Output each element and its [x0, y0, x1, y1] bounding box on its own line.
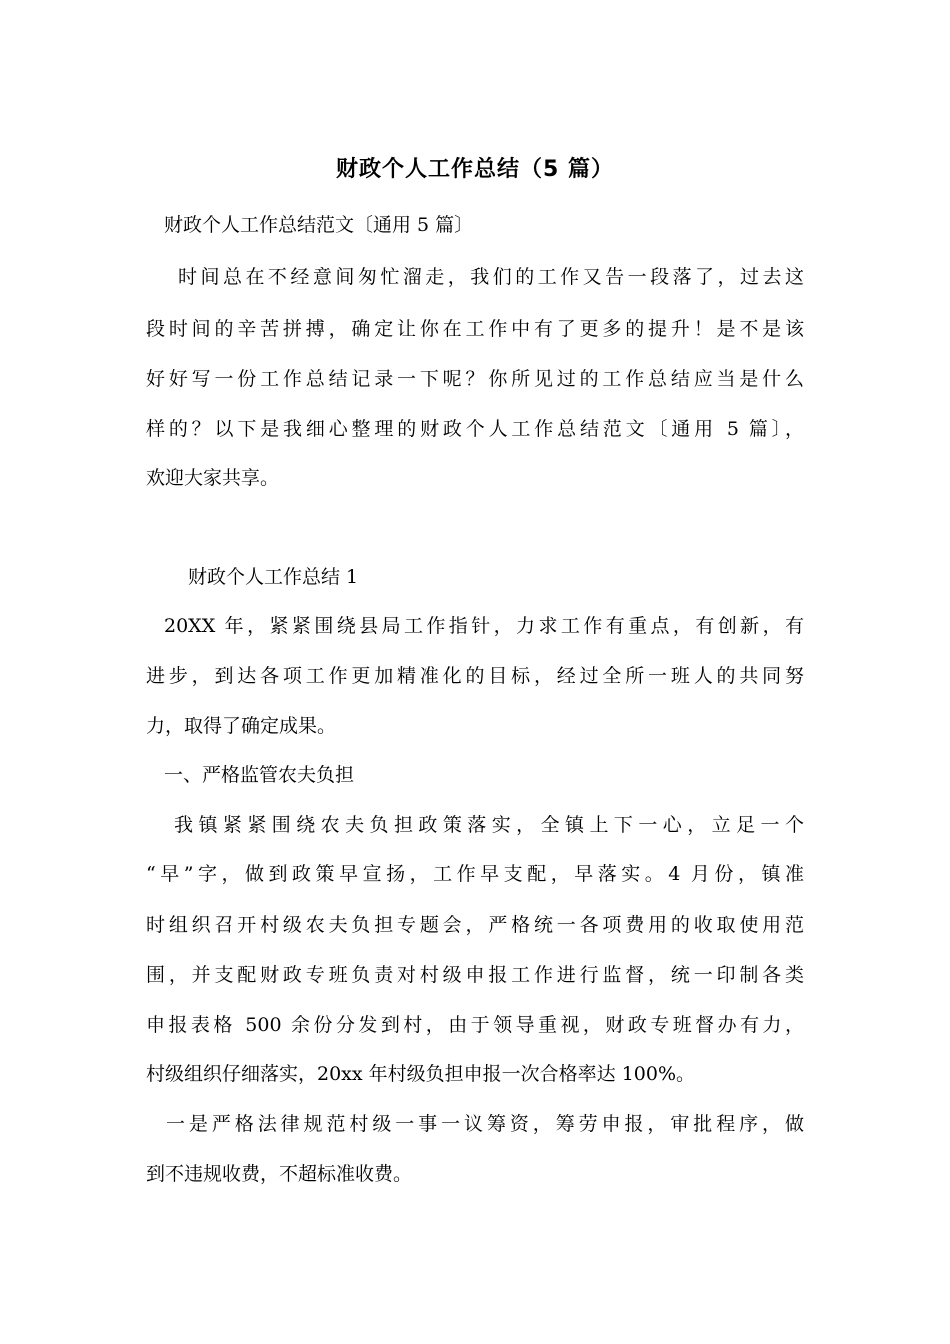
- item1-line-2: “早”字，做到政策早宣扬，工作早支配，早落实。4 月份，镇准: [146, 863, 804, 885]
- intro-line-4: 样的？以下是我细心整理的财政个人工作总结范文〔通用 5 篇〕，: [146, 418, 804, 440]
- document-title: 财政个人工作总结（5 篇）: [336, 157, 614, 182]
- section1-line-3: 力，取得了确定成果。: [146, 715, 337, 737]
- intro-line-1: 时间总在不经意间匆忙溜走，我们的工作又告一段落了，过去这: [178, 266, 804, 288]
- item1-line-1: 我镇紧紧围绕农夫负担政策落实，全镇上下一心，立足一个: [174, 814, 804, 836]
- item1-line-6: 村级组织仔细落实，20xx 年村级负担申报一次合格率达 100%。: [146, 1063, 696, 1085]
- section1-line-2: 进步，到达各项工作更加精准化的目标，经过全所一班人的共同努: [146, 665, 804, 687]
- item-heading: 一、严格监管农夫负担: [164, 764, 355, 786]
- intro-line-5: 欢迎大家共享。: [146, 467, 280, 489]
- section1-line-1: 20XX 年，紧紧围绕县局工作指针，力求工作有重点，有创新，有: [164, 615, 804, 637]
- document-subtitle: 财政个人工作总结范文〔通用 5 篇〕: [164, 214, 474, 236]
- item1-line-3: 时组织召开村级农夫负担专题会，严格统一各项费用的收取使用范: [146, 914, 804, 936]
- point1-line-1: 一是严格法律规范村级一事一议筹资，筹劳申报，审批程序，做: [166, 1113, 804, 1135]
- item1-line-4: 围，并支配财政专班负责对村级申报工作进行监督，统一印制各类: [146, 964, 804, 986]
- point1-line-2: 到不违规收费，不超标准收费。: [146, 1163, 413, 1185]
- intro-line-3: 好好写一份工作总结记录一下呢？你所见过的工作总结应当是什么: [146, 368, 804, 390]
- intro-line-2: 段时间的辛苦拼搏，确定让你在工作中有了更多的提升！是不是该: [146, 318, 804, 340]
- section-heading: 财政个人工作总结 1: [188, 566, 359, 588]
- item1-line-5: 申报表格 500 余份分发到村，由于领导重视，财政专班督办有力，: [146, 1014, 804, 1036]
